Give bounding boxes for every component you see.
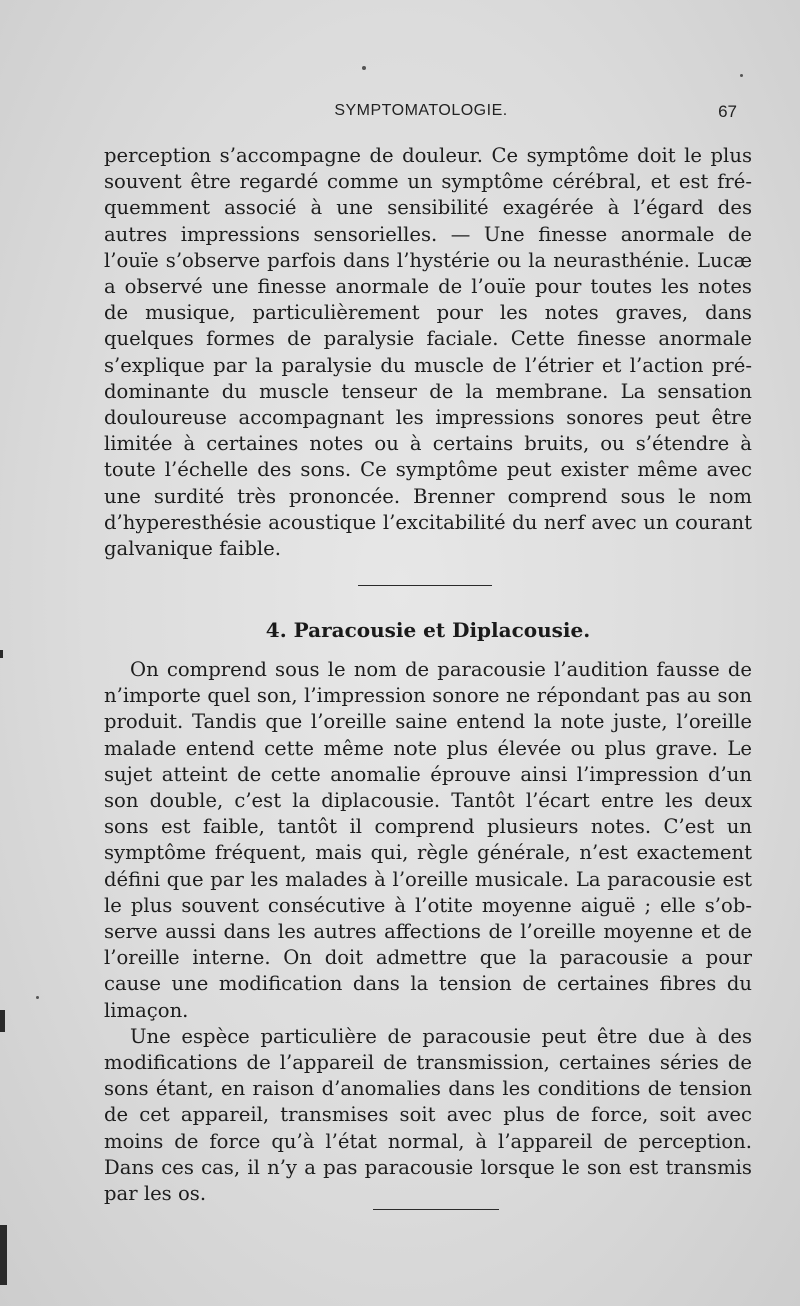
margin-mark: [0, 650, 3, 658]
ink-speck: [740, 74, 743, 77]
paragraph-paracousie-transmission: Une espèce particulière de paracousie peut être due à des modifications de l’appareil de transmission, certaines séries de sons étant, en raison d’anomalies dans les conditions de tension de cet appareil, transmises soit avec plus de force, soit avec moins de force qu’à l’état normal, à l’appareil de perception. Dans ces cas, il n’y a pas paracousie lorsque le son est transmis par les os.: [104, 1024, 752, 1206]
ink-speck: [36, 996, 39, 999]
running-title: SYMPTOMATOLOGIE.: [334, 102, 508, 119]
ink-speck: [362, 66, 366, 70]
section-heading: 4. Paracousie et Diplacousie.: [265, 618, 591, 642]
margin-mark: [0, 1010, 5, 1032]
paragraph-paracousie-definition: On comprend sous le nom de paracousie l’audition fausse de n’importe quel son, l’impression sonore ne répondant pas au son produit. Tandis que l’oreille saine entend la note juste, l’oreille malade entend cette même note plus élevée ou plus grave. Le sujet atteint de cette anomalie éprouve ainsi l’impression d’un son double, c’est la diplacousie. Tantôt l’écart entre les deux sons est faible, tantôt il comprend plusieurs notes. C’est un symptôme fréquent, mais qui, règle générale, n’est exactement défini que par les malades à l’oreille musicale. La paracousie est le plus souvent consécutive à l’otite moyenne aiguë ; elle s’observe aussi dans les autres affections de l’oreille moyenne et de l’oreille interne. On doit admettre que la paracousie a pour cause une modification dans la tension de certaines fibres du limaçon.: [104, 658, 752, 1022]
section-body: [104, 657, 752, 1207]
section-divider-bottom: [373, 1209, 499, 1210]
section-divider-top: [358, 585, 492, 586]
paragraph-1-block: [104, 143, 752, 562]
page-number: 67: [718, 102, 737, 121]
paragraph-hyperacousis: perception s’accompagne de douleur. Ce symptôme doit le plus souvent être regardé comme un symptôme cérébral, et est fréquemment associé à une sensibilité exagérée à l’égard des autres impressions sensorielles. — Une finesse anormale de l’ouïe s’observe parfois dans l’hystérie ou la neurasthénie. Lucæ a observé une finesse anormale de l’ouïe pour toutes les notes de musique, particulièrement pour les notes graves, dans quelques formes de paralysie faciale. Cette finesse anormale s’explique par la paralysie du muscle de l’étrier et l’action prédominante du muscle tenseur de la membrane. La sensation douloureuse accompagnant les impressions sonores peut être limitée à certaines notes ou à certains bruits, ou s’étendre à toute l’échelle des sons. Ce symptôme peut exister même avec une surdité très prononcée. Brenner comprend sous le nom d’hyperesthésie acoustique l’excitabilité du nerf avec un courant galvanique faible.: [104, 144, 752, 561]
margin-mark: [0, 1225, 7, 1285]
page-header: [105, 102, 737, 124]
